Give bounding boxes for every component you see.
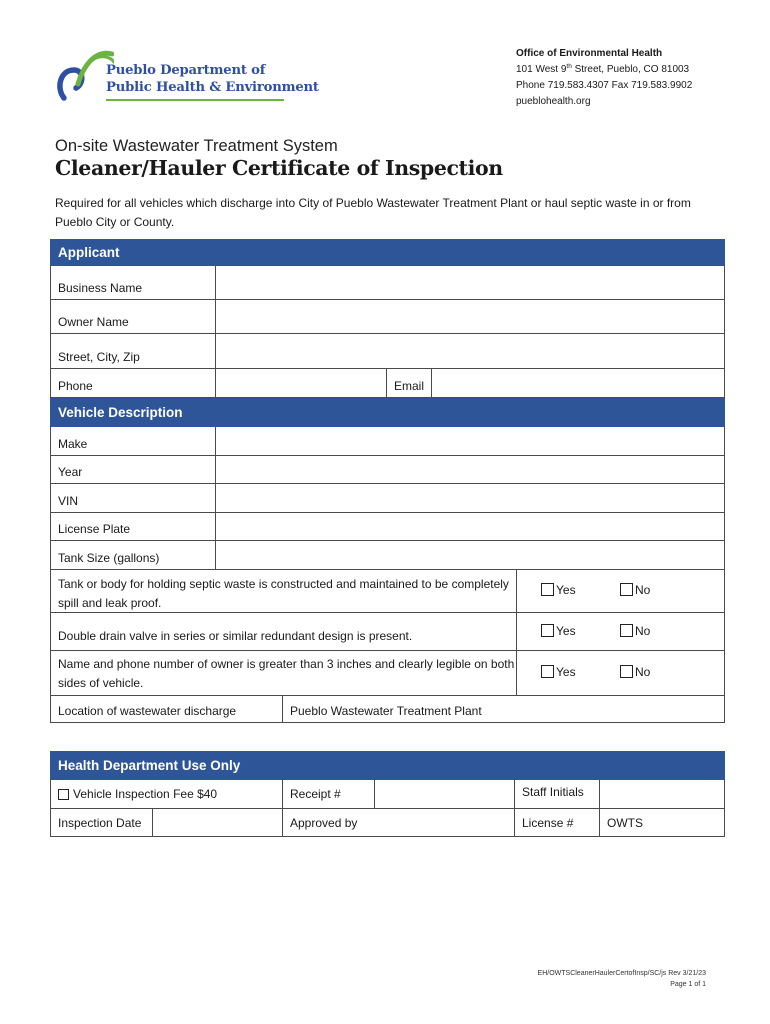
year-row	[50, 456, 725, 484]
office-name: Office of Environmental Health	[516, 48, 663, 59]
inspection-date-label: Inspection Date	[51, 809, 153, 836]
q2-no-option[interactable]: No	[620, 624, 650, 638]
receipt-label: Receipt #	[283, 780, 375, 808]
logo-underline	[106, 99, 284, 101]
question-owner-signage: Name and phone number of owner is greater than 3 inches and clearly legible on both sides of vehicle.	[51, 651, 517, 695]
license-plate-field[interactable]	[216, 513, 724, 540]
year-field[interactable]	[216, 456, 724, 483]
office-website[interactable]: pueblohealth.org	[516, 96, 591, 107]
email-field[interactable]	[432, 369, 724, 397]
logo-line-1: Pueblo Department of	[106, 63, 266, 78]
license-label: License #	[515, 809, 600, 836]
make-row	[50, 427, 725, 456]
phone-label: Phone	[51, 369, 216, 397]
checkbox-icon[interactable]	[620, 624, 633, 637]
checkbox-icon[interactable]	[541, 665, 554, 678]
q3-yes-option[interactable]: Yes	[541, 665, 576, 679]
health-dept-heading: Health Department Use Only	[50, 751, 725, 780]
tank-size-row	[50, 541, 725, 570]
checkbox-icon[interactable]	[620, 665, 633, 678]
make-label: Make	[51, 427, 216, 455]
applicant-vehicle-table	[50, 239, 725, 723]
form-intro: Required for all vehicles which discharge into City of Pueblo Wastewater Treatment Plant or haul septic waste in or from Pueblo City or County.	[55, 196, 691, 229]
office-address: 101 West 9th Street, Pueblo, CO 81003	[516, 63, 690, 75]
phone-field[interactable]	[216, 369, 387, 397]
staff-initials-label: Staff Initials	[515, 780, 600, 808]
checkbox-icon[interactable]	[541, 624, 554, 637]
tank-size-label: Tank Size (gallons)	[51, 541, 216, 569]
discharge-location-label: Location of wastewater discharge	[51, 696, 283, 722]
receipt-field[interactable]	[375, 780, 515, 808]
owner-name-field[interactable]	[216, 300, 724, 333]
form-subtitle: On-site Wastewater Treatment System	[55, 137, 338, 155]
owner-name-row	[50, 300, 725, 334]
business-name-field[interactable]	[216, 266, 724, 299]
q1-no-option[interactable]: No	[620, 583, 650, 597]
license-plate-row	[50, 513, 725, 541]
question-spill-proof: Tank or body for holding septic waste is constructed and maintained to be completely spill and leak proof.	[51, 570, 517, 612]
street-field[interactable]	[216, 334, 724, 368]
q1-yes-option[interactable]: Yes	[541, 583, 576, 597]
department-logo	[54, 44, 319, 108]
page-number: Page 1 of 1	[670, 981, 706, 988]
inspection-date-field[interactable]	[153, 809, 283, 836]
discharge-location-value: Pueblo Wastewater Treatment Plant	[290, 704, 482, 718]
question-drain-valve: Double drain valve in series or similar redundant design is present.	[51, 613, 517, 650]
owner-name-label: Owner Name	[51, 300, 216, 333]
owts-label: OWTS	[607, 815, 643, 830]
inspection-date-row	[50, 809, 725, 837]
logo-line-2: Public Health & Environment	[106, 80, 319, 95]
inspection-fee-cell[interactable]: Vehicle Inspection Fee $40	[51, 780, 283, 808]
fee-row	[50, 780, 725, 809]
make-field[interactable]	[216, 427, 724, 455]
vin-label: VIN	[51, 484, 216, 512]
street-row	[50, 334, 725, 369]
phone-email-row	[50, 369, 725, 398]
tank-size-field[interactable]	[216, 541, 724, 569]
vehicle-heading: Vehicle Description	[50, 398, 725, 427]
checkbox-icon[interactable]	[541, 583, 554, 596]
business-name-label: Business Name	[51, 266, 216, 299]
vin-field[interactable]	[216, 484, 724, 512]
year-label: Year	[51, 456, 216, 483]
fee-checkbox-icon[interactable]	[58, 789, 69, 800]
document-footer	[538, 968, 706, 990]
business-name-row	[50, 266, 725, 300]
applicant-heading: Applicant	[50, 239, 725, 266]
street-label: Street, City, Zip	[51, 334, 216, 368]
staff-initials-field[interactable]	[600, 780, 724, 808]
vin-row	[50, 484, 725, 513]
q3-no-option[interactable]: No	[620, 665, 650, 679]
q2-yes-option[interactable]: Yes	[541, 624, 576, 638]
logo-swirl-icon	[54, 44, 114, 108]
office-phone-fax: Phone 719.583.4307 Fax 719.583.9902	[516, 80, 693, 91]
document-code: EH/OWTSCleanerHaulerCertofInsp/SC/js Rev 3/21/23	[537, 970, 706, 977]
approved-by-label: Approved by	[283, 809, 515, 836]
checkbox-icon[interactable]	[620, 583, 633, 596]
health-department-table	[50, 751, 725, 837]
form-title: Cleaner/Hauler Certificate of Inspection	[55, 156, 503, 180]
license-plate-label: License Plate	[51, 513, 216, 540]
office-contact-block	[516, 46, 692, 110]
discharge-location-row	[50, 696, 725, 723]
email-label: Email	[387, 369, 432, 397]
